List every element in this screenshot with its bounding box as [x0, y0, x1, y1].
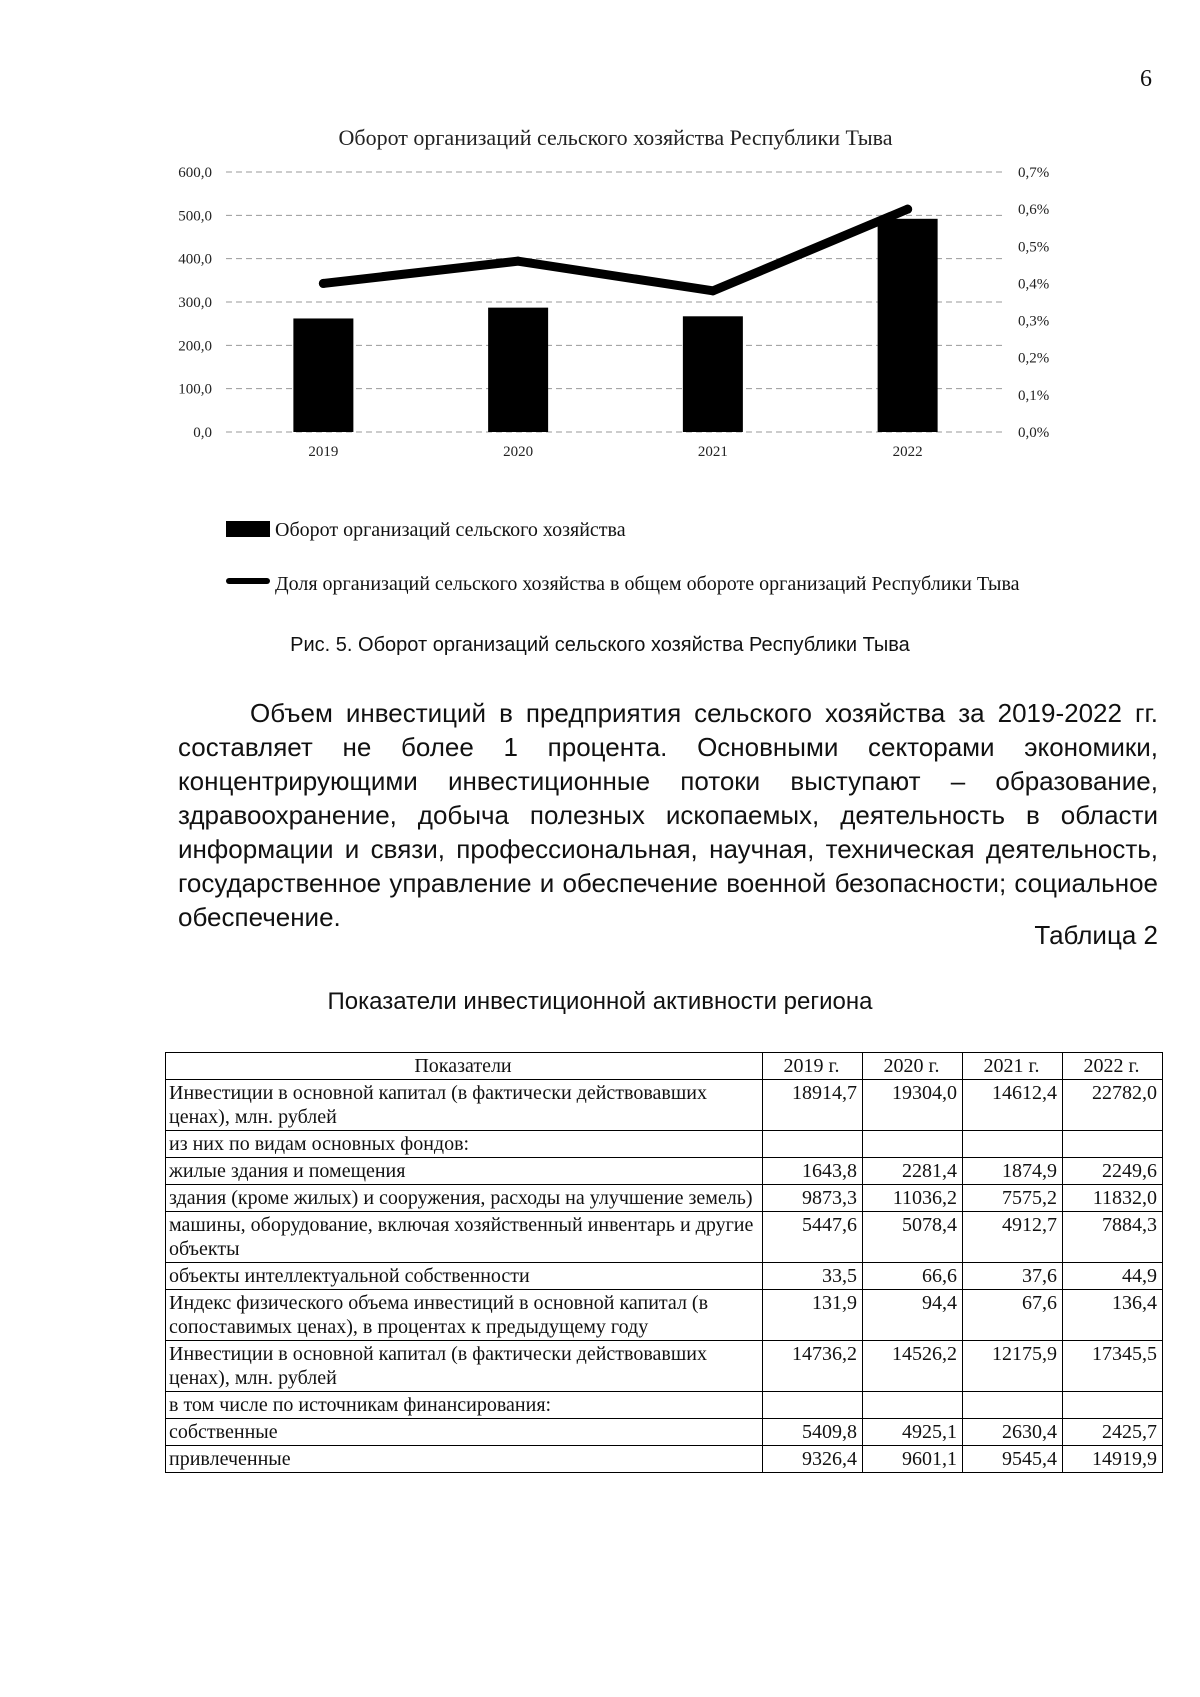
- legend-line-label: Доля организаций сельского хозяйства в общем обороте организаций Республики Тыва: [275, 573, 1020, 595]
- row-label-cell: машины, оборудование, включая хозяйственный инвентарь и другие объекты: [166, 1212, 763, 1263]
- y-tick-label: 400,0: [178, 251, 212, 268]
- x-tick-label: 2022: [892, 444, 923, 460]
- value-cell: 9545,4: [963, 1446, 1063, 1473]
- bar-2020: [488, 308, 548, 432]
- y2-tick-label: 0,0%: [1018, 425, 1050, 441]
- value-cell: 18914,7: [763, 1080, 863, 1131]
- value-cell: 136,4: [1063, 1290, 1163, 1341]
- table-row: [166, 1185, 1163, 1212]
- row-label-cell: Инвестиции в основной капитал (в фактически действовавших ценах), млн. рублей: [166, 1341, 763, 1392]
- x-tick-label: 2019: [308, 444, 339, 460]
- legend-bar-swatch: [226, 521, 270, 537]
- value-cell: 1874,9: [963, 1158, 1063, 1185]
- y-tick-label: 600,0: [178, 165, 212, 181]
- y-tick-label: 100,0: [178, 381, 212, 398]
- value-cell: 7575,2: [963, 1185, 1063, 1212]
- table-row: [166, 1212, 1163, 1263]
- table-header-cell: 2021 г.: [963, 1053, 1063, 1080]
- table-row: [166, 1158, 1163, 1185]
- share-point-2019: [319, 279, 328, 288]
- table-title: Показатели инвестиционной активности региона: [327, 988, 873, 1015]
- table-header-cell: Показатели: [166, 1053, 763, 1080]
- table-number: Таблица 2: [1034, 920, 1158, 950]
- share-point-2022: [903, 205, 912, 214]
- table-row: [166, 1392, 1163, 1419]
- bar-2019: [293, 318, 353, 432]
- value-cell: [863, 1131, 963, 1158]
- value-cell: 2281,4: [863, 1158, 963, 1185]
- body-paragraph: Объем инвестиций в предприятия сельского хозяйства за 2019-2022 гг. составляет не более 1 процента. Основными секторами экономики, концентрирующими инвестиционные потоки выступают – образование, здравоохранение, добыча полезных ископаемых, деятельность в области информации и связи, профессиональная, научная, техническая деятельность, государственное управление и обеспечение военной безопасности; социальное обеспечение.: [178, 698, 1158, 932]
- table-row: [166, 1263, 1163, 1290]
- y2-tick-label: 0,6%: [1018, 202, 1050, 219]
- share-line: [323, 209, 907, 291]
- value-cell: [863, 1392, 963, 1419]
- row-label-cell: привлеченные: [166, 1446, 763, 1473]
- value-cell: 33,5: [763, 1263, 863, 1290]
- value-cell: 9326,4: [763, 1446, 863, 1473]
- table-row: [166, 1080, 1163, 1131]
- value-cell: 17345,5: [1063, 1341, 1163, 1392]
- row-label-cell: Индекс физического объема инвестиций в основной капитал (в сопоставимых ценах), в процентах к предыдущему году: [166, 1290, 763, 1341]
- value-cell: 9601,1: [863, 1446, 963, 1473]
- value-cell: 66,6: [863, 1263, 963, 1290]
- value-cell: [763, 1392, 863, 1419]
- value-cell: 5447,6: [763, 1212, 863, 1263]
- y-tick-label: 500,0: [178, 208, 212, 225]
- value-cell: 14612,4: [963, 1080, 1063, 1131]
- bar-2021: [683, 316, 743, 432]
- legend-line-swatch: [226, 578, 270, 584]
- value-cell: 2249,6: [1063, 1158, 1163, 1185]
- value-cell: 19304,0: [863, 1080, 963, 1131]
- value-cell: 67,6: [963, 1290, 1063, 1341]
- turnover-chart: [170, 125, 1155, 510]
- y2-tick-label: 0,4%: [1018, 276, 1050, 293]
- value-cell: 44,9: [1063, 1263, 1163, 1290]
- value-cell: 131,9: [763, 1290, 863, 1341]
- value-cell: [1063, 1131, 1163, 1158]
- row-label-cell: из них по видам основных фондов:: [166, 1131, 763, 1158]
- row-label-cell: жилые здания и помещения: [166, 1158, 763, 1185]
- table-row: [166, 1290, 1163, 1341]
- value-cell: 9873,3: [763, 1185, 863, 1212]
- legend-bar-label: Оборот организаций сельского хозяйства: [275, 519, 626, 541]
- value-cell: [963, 1392, 1063, 1419]
- figure-caption: Рис. 5. Оборот организаций сельского хозяйства Республики Тыва: [290, 634, 910, 656]
- table-header-cell: 2019 г.: [763, 1053, 863, 1080]
- value-cell: 7884,3: [1063, 1212, 1163, 1263]
- row-label-cell: объекты интеллектуальной собственности: [166, 1263, 763, 1290]
- y2-tick-label: 0,5%: [1018, 239, 1050, 256]
- value-cell: [963, 1131, 1063, 1158]
- value-cell: 12175,9: [963, 1341, 1063, 1392]
- row-label-cell: собственные: [166, 1419, 763, 1446]
- value-cell: 2630,4: [963, 1419, 1063, 1446]
- y2-tick-label: 0,3%: [1018, 313, 1050, 330]
- y-tick-label: 0,0: [193, 425, 212, 441]
- legend-item-bar: [226, 518, 1146, 543]
- chart-title: Оборот организаций сельского хозяйства Республики Тыва: [338, 125, 893, 150]
- investment-table: [165, 1052, 1163, 1473]
- table-header-row: [166, 1053, 1163, 1080]
- table-row: [166, 1131, 1163, 1158]
- value-cell: 22782,0: [1063, 1080, 1163, 1131]
- value-cell: 37,6: [963, 1263, 1063, 1290]
- value-cell: [763, 1131, 863, 1158]
- bar-2022: [878, 219, 938, 432]
- table-row: [166, 1446, 1163, 1473]
- table-row: [166, 1341, 1163, 1392]
- y2-tick-label: 0,2%: [1018, 350, 1050, 367]
- value-cell: 1643,8: [763, 1158, 863, 1185]
- table-header-cell: 2022 г.: [1063, 1053, 1163, 1080]
- value-cell: 14526,2: [863, 1341, 963, 1392]
- row-label-cell: Инвестиции в основной капитал (в фактически действовавших ценах), млн. рублей: [166, 1080, 763, 1131]
- y-tick-label: 300,0: [178, 295, 212, 311]
- value-cell: 11036,2: [863, 1185, 963, 1212]
- value-cell: 5078,4: [863, 1212, 963, 1263]
- value-cell: 11832,0: [1063, 1185, 1163, 1212]
- y2-tick-label: 0,7%: [1018, 165, 1050, 181]
- row-label-cell: здания (кроме жилых) и сооружения, расходы на улучшение земель): [166, 1185, 763, 1212]
- value-cell: 94,4: [863, 1290, 963, 1341]
- page-number: 6: [1140, 66, 1152, 92]
- value-cell: 4912,7: [963, 1212, 1063, 1263]
- share-point-2021: [708, 286, 717, 295]
- x-tick-label: 2020: [503, 444, 534, 460]
- y-tick-label: 200,0: [178, 338, 212, 355]
- value-cell: 14736,2: [763, 1341, 863, 1392]
- share-point-2020: [514, 257, 523, 266]
- value-cell: 2425,7: [1063, 1419, 1163, 1446]
- value-cell: 14919,9: [1063, 1446, 1163, 1473]
- table-row: [166, 1419, 1163, 1446]
- row-label-cell: в том числе по источникам финансирования:: [166, 1392, 763, 1419]
- value-cell: 4925,1: [863, 1419, 963, 1446]
- table-header-cell: 2020 г.: [863, 1053, 963, 1080]
- x-tick-label: 2021: [697, 444, 728, 460]
- value-cell: 5409,8: [763, 1419, 863, 1446]
- value-cell: [1063, 1392, 1163, 1419]
- legend-item-line: [226, 572, 1146, 597]
- y2-tick-label: 0,1%: [1018, 387, 1050, 404]
